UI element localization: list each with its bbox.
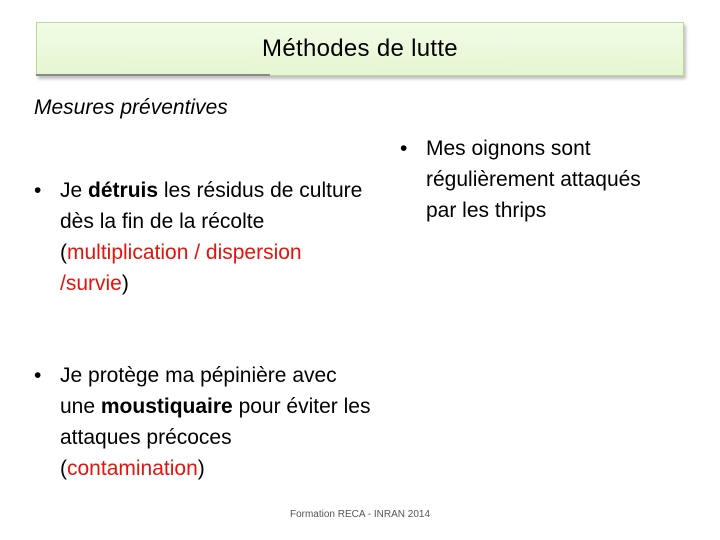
text-segment: Je protège ma pépinière avec une [60, 364, 337, 418]
bullet-marker: • [400, 137, 408, 160]
bullet-marker: • [34, 364, 42, 387]
bullet-residus-text [34, 175, 364, 299]
bullet-pepiniere [34, 360, 374, 484]
text-segment: pour éviter les attaques précoces ( [60, 395, 371, 480]
text-segment: ) [197, 457, 205, 480]
footer-text: Formation RECA - INRAN 2014 [289, 509, 431, 520]
highlight-segment: contamination [67, 457, 198, 480]
bold-segment: détruis [88, 179, 159, 202]
highlight-segment: multiplication / dispersion /survie [60, 241, 302, 295]
title-banner [36, 22, 684, 76]
section-subtitle: Mesures préventives [34, 96, 228, 119]
bullet-marker: • [34, 179, 42, 202]
title-underline [36, 74, 270, 76]
page-title: Méthodes de lutte [262, 35, 458, 62]
bullet-oignons [400, 133, 650, 226]
text-segment: Je [60, 179, 89, 202]
bullet-pepiniere-text [34, 360, 374, 484]
bold-segment: moustiquaire [100, 395, 233, 418]
text-segment: les résidus de culture dès la fin de la récolte ( [60, 179, 363, 264]
bullet-oignons-text: Mes oignons sont régulièrement attaqués par les thrips [426, 137, 641, 222]
text-segment: ) [121, 272, 129, 295]
bullet-residus [34, 175, 364, 299]
